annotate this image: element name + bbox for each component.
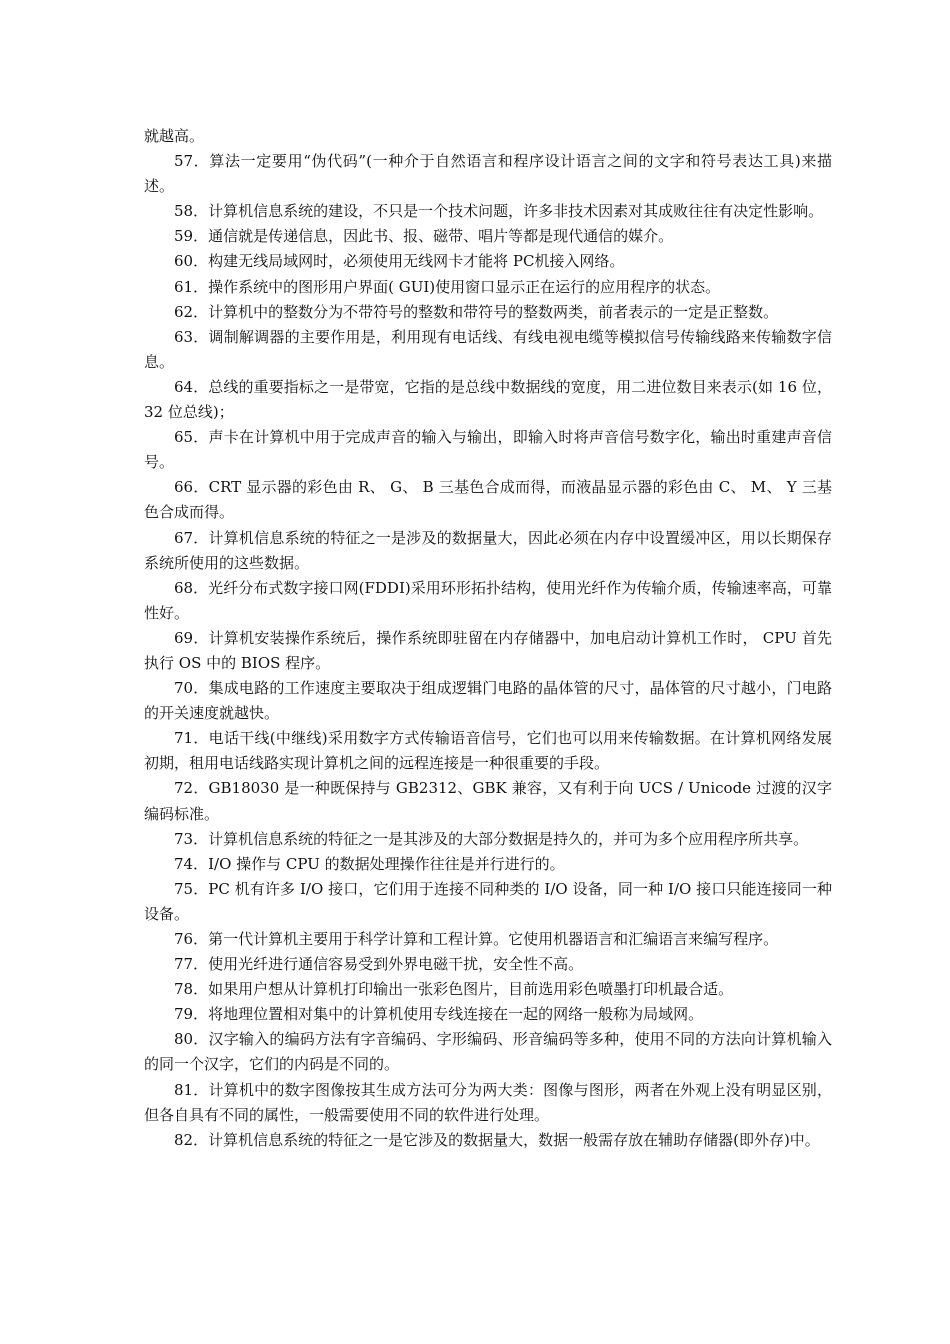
question-65: 65．声卡在计算机中用于完成声音的输入与输出，即输入时将声音信号数字化，输出时重建声音信号。 — [144, 428, 832, 472]
question-64: 64．总线的重要指标之一是带宽，它指的是总线中数据线的宽度，用二进位数目来表示(如 16 位，32 位总线)； — [144, 377, 832, 422]
question-58: 58．计算机信息系统的建设，不只是一个技术问题，许多非技术因素对其成败往往有决定性影响。 — [174, 202, 824, 221]
question-78: 78．如果用户想从计算机打印输出一张彩色图片，目前选用彩色喷墨打印机最合适。 — [174, 980, 734, 999]
question-63: 63．调制解调器的主要作用是，利用现有电话线、有线电视电缆等模拟信号传输线路来传输数字信息。 — [144, 327, 832, 371]
question-82: 82．计算机信息系统的特征之一是它涉及的数据量大，数据一般需存放在辅助存储器(即外存)中。 — [174, 1130, 820, 1149]
question-81: 81．计算机中的数字图像按其生成方法可分为两大类：图像与图形，两者在外观上没有明显区别，但各自具有不同的属性，一般需要使用不同的软件进行处理。 — [144, 1080, 832, 1124]
question-59: 59．通信就是传递信息，因此书、报、磁带、唱片等都是现代通信的媒介。 — [174, 227, 674, 246]
question-79: 79．将地理位置相对集中的计算机使用专线连接在一起的网络一般称为局域网。 — [174, 1005, 704, 1024]
question-80: 80．汉字输入的编码方法有字音编码、字形编码、形音编码等多种，使用不同的方法向计算机输入的同一个汉字，它们的内码是不同的。 — [144, 1030, 832, 1074]
question-67: 67．计算机信息系统的特征之一是涉及的数据量大，因此必须在内存中设置缓冲区，用以长期保存系统所使用的这些数据。 — [144, 528, 832, 572]
question-77: 77．使用光纤进行通信容易受到外界电磁干扰，安全性不高。 — [174, 955, 584, 974]
paragraph-continuation: 就越高。 — [144, 127, 205, 145]
question-71: 71．电话干线(中继线)采用数字方式传输语音信号，它们也可以用来传输数据。在计算机网络发展初期，租用电话线路实现计算机之间的远程连接是一种很重要的手段。 — [144, 729, 832, 773]
question-60: 60．构建无线局域网时，必须使用无线网卡才能将 PC机接入网络。 — [174, 252, 625, 271]
question-73: 73．计算机信息系统的特征之一是其涉及的大部分数据是持久的，并可为多个应用程序所共享。 — [174, 829, 809, 848]
question-66: 66．CRT 显示器的彩色由 R、 G、 B 三基色合成而得，而液晶显示器的彩色由 C、 M、 Y 三基色合成而得。 — [144, 478, 832, 522]
question-72: 72．GB18030 是一种既保持与 GB2312、GBK 兼容，又有利于向 UCS / Unicode 过渡的汉字编码标准。 — [144, 779, 832, 823]
document-body — [144, 124, 832, 1153]
question-76: 76．第一代计算机主要用于科学计算和工程计算。它使用机器语言和汇编语言来编写程序。 — [174, 930, 779, 948]
question-74: 74．I/O 操作与 CPU 的数据处理操作往往是并行进行的。 — [174, 854, 565, 873]
question-69: 69．计算机安装操作系统后，操作系统即驻留在内存储器中，加电启动计算机工作时， CPU 首先执行 OS 中的 BIOS 程序。 — [144, 628, 832, 672]
question-57: 57．算法一定要用“伪代码”(一种介于自然语言和程序设计语言之间的文字和符号表达工具)来描述。 — [144, 152, 832, 196]
question-61: 61．操作系统中的图形用户界面( GUI)使用窗口显示正在运行的应用程序的状态。 — [174, 277, 721, 296]
question-68: 68．光纤分布式数字接口网(FDDI)采用环形拓扑结构，使用光纤作为传输介质，传输速率高，可靠性好。 — [144, 578, 832, 622]
question-70: 70．集成电路的工作速度主要取决于组成逻辑门电路的晶体管的尺寸，晶体管的尺寸越小，门电路的开关速度就越快。 — [144, 679, 832, 723]
question-75: 75．PC 机有许多 I/O 接口，它们用于连接不同种类的 I/O 设备，同一种 I/O 接口只能连接同一种设备。 — [144, 879, 832, 923]
question-62: 62．计算机中的整数分为不带符号的整数和带符号的整数两类，前者表示的一定是正整数。 — [174, 302, 779, 321]
